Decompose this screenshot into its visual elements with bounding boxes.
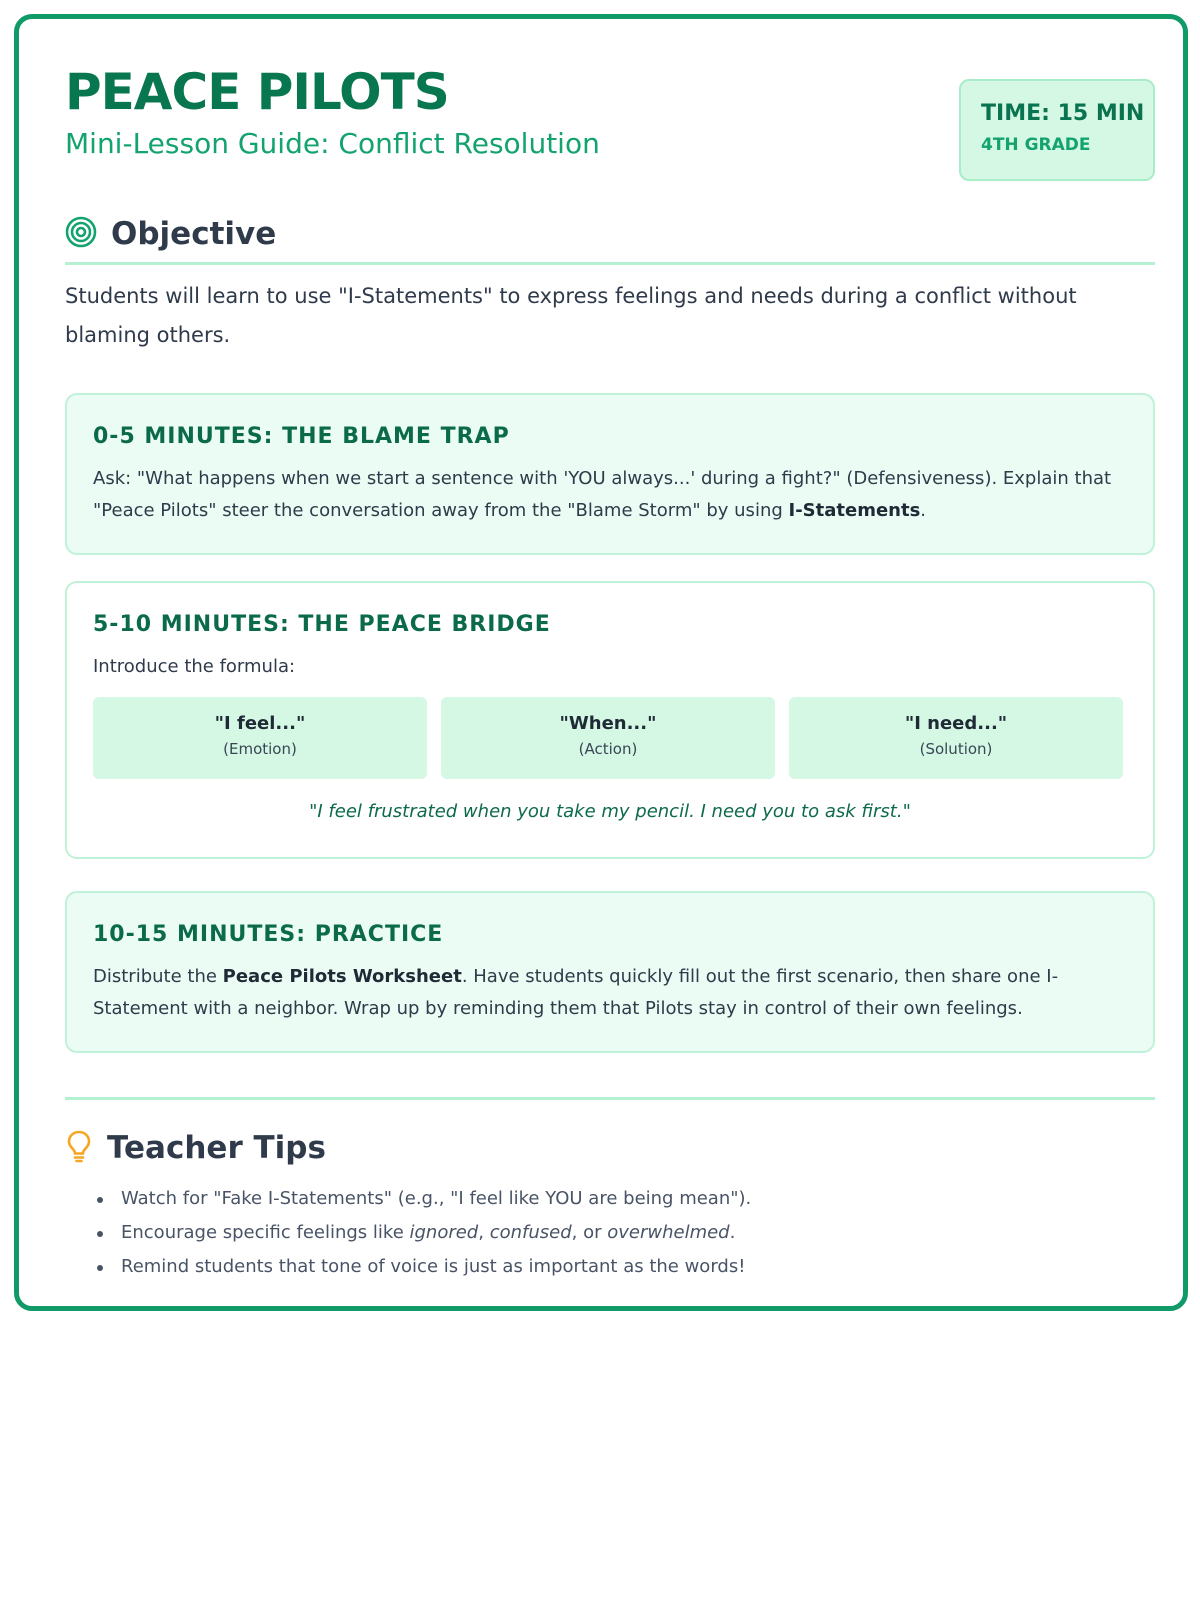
formula-sub: (Solution) [919, 740, 993, 758]
divider [65, 1097, 1155, 1100]
lightbulb-icon [65, 1129, 93, 1167]
page-title: PEACE PILOTS [65, 63, 449, 121]
peace-bridge-section [65, 581, 1155, 859]
section-text [93, 463, 1127, 527]
example-statement: "I feel frustrated when you take my pencil. I need you to ask first." [309, 801, 911, 822]
text-part: . [920, 500, 927, 521]
lesson-card [14, 14, 1188, 1311]
text-part: Distribute the [93, 966, 223, 987]
objective-text: Students will learn to use "I-Statements" to express feelings and needs during a conflict without blaming others. [65, 284, 1077, 347]
list-item: Watch for "Fake I-Statements" (e.g., "I feel like YOU are being mean"). [97, 1182, 1147, 1216]
formula-intro: Introduce the formula: [93, 656, 296, 677]
objective-heading [65, 216, 276, 252]
text-part: . [729, 1222, 736, 1243]
blame-trap-section [65, 393, 1155, 555]
section-title: 0-5 MINUTES: THE BLAME TRAP [93, 424, 510, 449]
bold-term: Peace Pilots Worksheet [222, 966, 462, 987]
divider [65, 262, 1155, 265]
formula-main: "When..." [559, 713, 657, 734]
list-item: Remind students that tone of voice is just as important as the words! [97, 1250, 1147, 1284]
text-part: , or [571, 1222, 608, 1243]
formula-cell-when [441, 697, 775, 779]
feeling-word: confused [489, 1222, 572, 1243]
time-badge [959, 79, 1155, 181]
text-part: Ask: "What happens when we start a sentence with 'YOU always...' during a fight?" (Defensiveness). Explain that "Peace Pilots" steer the conversation away from the "Blame Storm" by using [93, 468, 1112, 521]
feeling-word: ignored [409, 1222, 479, 1243]
formula-main: "I feel..." [214, 713, 306, 734]
list-item [97, 1216, 1147, 1250]
formula-cell-feel [93, 697, 427, 779]
formula-cell-need [789, 697, 1123, 779]
text-part: . Have students quickly fill out the first scenario, then share one I-Statement with a neighbor. Wrap up by reminding them that Pilots stay in control of their own feelings. [93, 966, 1059, 1019]
feeling-word: overwhelmed [607, 1222, 730, 1243]
tips-title: Teacher Tips [107, 1130, 326, 1166]
text-part: , [478, 1222, 490, 1243]
page-subtitle: Mini-Lesson Guide: Conflict Resolution [65, 127, 600, 160]
formula-row [93, 697, 1127, 779]
text-part: Encourage specific feelings like [121, 1222, 410, 1243]
tips-heading [65, 1129, 326, 1167]
practice-section [65, 891, 1155, 1053]
badge-time: TIME: 15 MIN [981, 101, 1145, 126]
section-text [93, 961, 1127, 1025]
header [65, 64, 1155, 174]
formula-sub: (Action) [578, 740, 638, 758]
bold-term: I-Statements [788, 500, 921, 521]
formula-sub: (Emotion) [223, 740, 297, 758]
section-title: 10-15 MINUTES: PRACTICE [93, 922, 444, 947]
tips-list [97, 1182, 1147, 1284]
target-icon [65, 216, 97, 252]
badge-grade: 4TH GRADE [981, 135, 1091, 155]
objective-title: Objective [111, 216, 277, 252]
section-title: 5-10 MINUTES: THE PEACE BRIDGE [93, 612, 551, 637]
formula-main: "I need..." [904, 713, 1008, 734]
